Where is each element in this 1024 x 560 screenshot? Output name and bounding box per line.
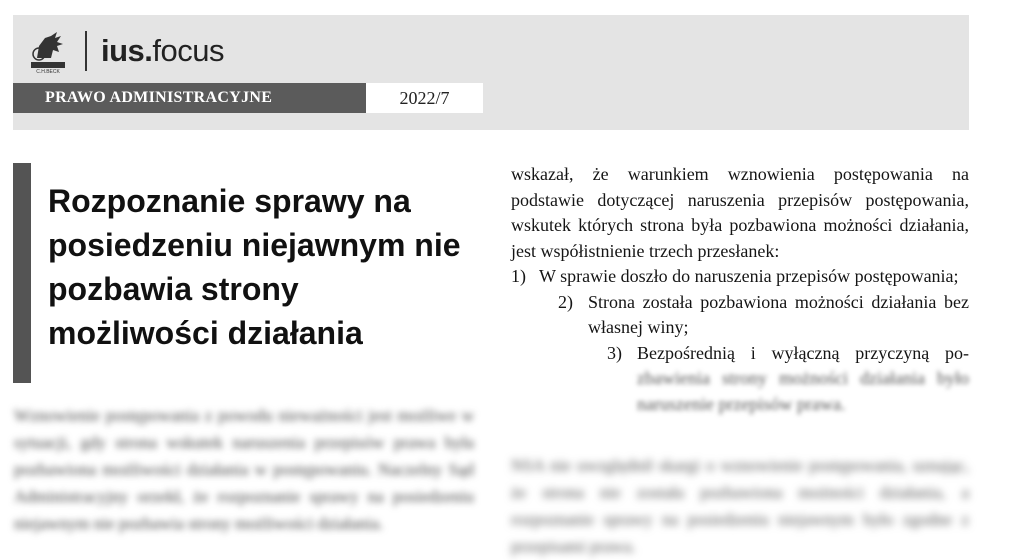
condition-text-blurred: zbawienia strony możności działania było naruszenie przepisów prawa. xyxy=(637,368,969,414)
logo-divider xyxy=(85,31,87,71)
article-body xyxy=(511,162,969,417)
condition-item-1 xyxy=(511,264,969,290)
condition-item-3 xyxy=(607,341,969,418)
issue-number: 2022/7 xyxy=(366,83,483,113)
brand-suffix: focus xyxy=(152,33,225,68)
brand-logotype xyxy=(101,33,224,69)
section-label: PRAWO ADMINISTRACYJNE xyxy=(13,83,366,113)
lead-paragraph-blurred: Wznowienie postępowania z powodu nieważności jest możliwe w sytuacji, gdy strona wskutek naruszenia przepisów prawa była pozbawiona możliwości działania w postępowaniu. Naczelny Sąd Administracyjny orzekł, że rozpoznanie sprawy na posiedzeniu niejawnym nie pozbawia strony możliwości działania. xyxy=(14,406,474,533)
condition-text xyxy=(637,341,969,418)
condition-item-2 xyxy=(558,290,969,341)
article-title: Rozpoznanie sprawy na posiedzeniu niejawnym nie pozbawia strony możliwości działania xyxy=(48,183,461,351)
page-header xyxy=(13,15,969,130)
logo-area xyxy=(27,27,224,75)
title-block xyxy=(13,163,483,383)
condition-number: 1) xyxy=(511,266,526,286)
intro-paragraph: wskazał, że warunkiem wznowienia postępowania na podstawie dotyczącej naruszenia przepisów postępowania, wskutek których strona była pozbawiona możności działania, jest współistnienie trzech przesłanek: xyxy=(511,164,969,261)
condition-number: 2) xyxy=(558,291,573,312)
condition-text-visible: Bezpośrednią i wyłączną przyczyną po- xyxy=(637,342,969,363)
continuation-paragraph-blurred: NSA nie uwzględnił skargi o wznowienie postępowania, uznając, że strona nie została pozbawiona możności działania, a rozpoznanie sprawy na posiedzeniu niejawnym było zgodne z przepisami prawa. xyxy=(511,456,969,556)
brand-prefix: ius. xyxy=(101,33,153,68)
condition-text: W sprawie doszło do naruszenia przepisów postępowania; xyxy=(539,266,959,286)
condition-number: 3) xyxy=(607,342,622,363)
section-bar xyxy=(13,83,483,113)
svg-text:C.H.BECK: C.H.BECK xyxy=(36,69,60,74)
beck-griffin-logo xyxy=(27,28,69,74)
title-accent-bar xyxy=(13,163,31,383)
condition-text: Strona została pozbawiona możności działania bez własnej winy; xyxy=(588,291,969,337)
